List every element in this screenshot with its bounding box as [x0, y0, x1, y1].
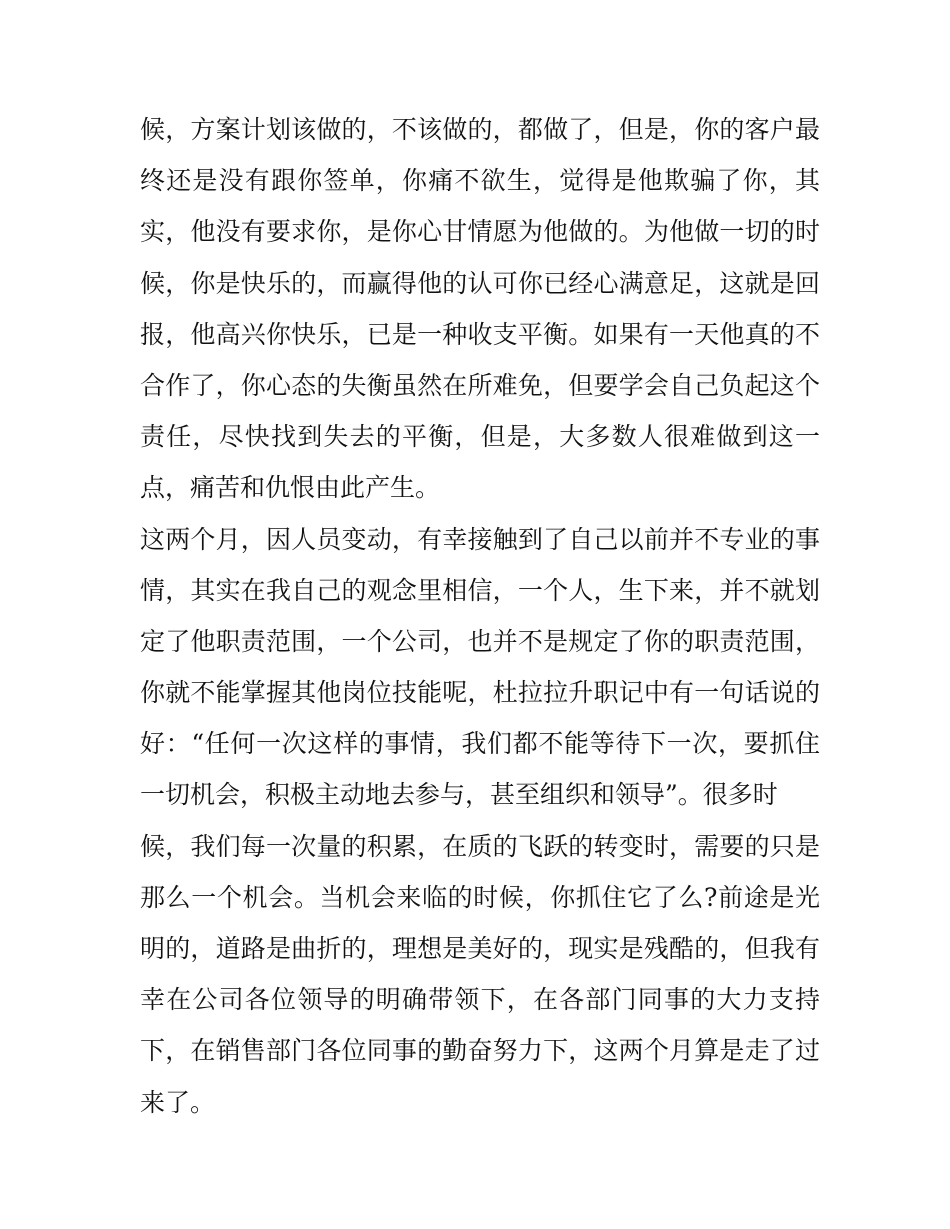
- text-line: 来了。: [140, 1087, 216, 1117]
- text-line: 一切机会，积极主动地去参与，甚至组织和领导”。很多时: [140, 780, 778, 810]
- text-line: 定了他职责范围，一个公司，也并不是规定了你的职责范围，: [140, 626, 820, 656]
- text-line: 幸在公司各位领导的明确带领下，在各部门同事的大力支持: [140, 985, 820, 1015]
- text-line: 这两个月，因人员变动，有幸接触到了自己以前并不专业的事: [140, 524, 820, 554]
- text-line: 点，痛苦和仇恨由此产生。: [140, 473, 441, 503]
- document-body: [140, 104, 820, 1128]
- text-line: 明的，道路是曲折的，理想是美好的，现实是残酷的，但我有: [140, 934, 820, 963]
- text-line: 合作了，你心态的失衡虽然在所难免，但要学会自己负起这个: [140, 370, 820, 400]
- text-line: 实，他没有要求你，是你心甘情愿为他做的。为他做一切的时: [140, 217, 820, 247]
- paragraph: [140, 104, 820, 514]
- text-line: 情，其实在我自己的观念里相信，一个人，生下来，并不就划: [140, 575, 820, 605]
- paragraph: [140, 514, 820, 1128]
- text-line: 那么一个机会。当机会来临的时候，你抓住它了么?前途是光: [140, 882, 820, 912]
- text-line: 下，在销售部门各位同事的勤奋努力下，这两个月算是走了过: [140, 1036, 820, 1066]
- text-line: 好：“任何一次这样的事情，我们都不能等待下一次，要抓住: [140, 729, 820, 759]
- text-line: 报，他高兴你快乐，已是一种收支平衡。如果有一天他真的不: [140, 319, 820, 349]
- text-line: 责任，尽快找到失去的平衡，但是，大多数人很难做到这一: [140, 422, 820, 452]
- text-line: 终还是没有跟你签单，你痛不欲生，觉得是他欺骗了你，其: [140, 166, 820, 196]
- text-line: 你就不能掌握其他岗位技能呢，杜拉拉升职记中有一句话说的: [140, 678, 820, 708]
- text-line: 候，我们每一次量的积累，在质的飞跃的转变时，需要的只是: [140, 831, 820, 861]
- text-line: 候，你是快乐的，而赢得他的认可你已经心满意足，这就是回: [140, 268, 820, 298]
- text-line: 候，方案计划该做的，不该做的，都做了，但是，你的客户最: [140, 115, 820, 144]
